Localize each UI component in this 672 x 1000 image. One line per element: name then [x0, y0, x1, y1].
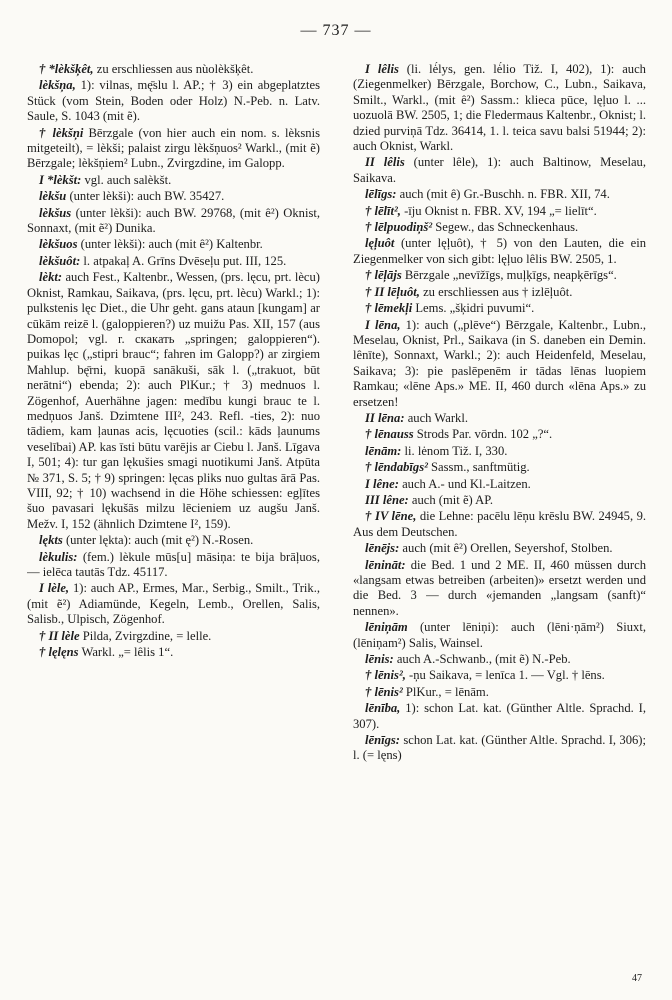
entry-headword: lèkt: — [39, 270, 63, 285]
entry-headword: † *lèkšķêt, — [39, 62, 94, 76]
entry-text: 1): auch („plēve“) Bērzgale, Kaltenbr., Lubn., Meselau, Oknist, Prl., Saikava (in S. daneben ein Demin. lênīte), Sonnaxt, Warkl.; 2): auch Heidenfeld, Meselau, Saikava; 3): pie paslēpenēm ir tādas lēnas luopiem Ramkau; «lēne Aps.» ME. II, 460 durch «lēna Aps.» zu ersetzen! — [353, 317, 646, 409]
entry-headword: † lēlpuodiņš² — [365, 220, 433, 235]
entry-text: (unter lękta): auch (mit ę²) N.-Rosen. — [62, 533, 254, 548]
dictionary-entry — [27, 629, 320, 644]
entry-text: (unter lęļuôt), † 5) von den Lauten, die ein Ziegenmelker von sich gibt: lęļuo lêlis BW. 2505, 1. — [353, 236, 646, 266]
dictionary-entry — [27, 581, 320, 627]
entry-headword: † lèkšņi — [39, 125, 84, 140]
entry-text: zu erschliessen aus nùolèkšķêt. — [93, 62, 254, 76]
entry-headword: lèkšuôt: — [39, 253, 81, 268]
entry-headword: † II lèle — [39, 628, 80, 643]
entry-text: vgl. auch salèkšt. — [81, 172, 172, 187]
dictionary-entry — [353, 477, 646, 492]
entry-headword: II lêlis — [365, 155, 405, 170]
dictionary-entry — [353, 301, 646, 316]
entry-text: Warkl. „= lêlis 1“. — [78, 645, 174, 660]
entry-text: die Bed. 1 und 2 ME. II, 460 müssen durch «langsam etwas betreiben (arbeiten)» ersetzt werden und die Bed. 3 — durch «jemanden „langsam (sanft)“ nennen». — [353, 557, 646, 618]
dictionary-entry — [27, 550, 320, 581]
dictionary-entry — [27, 126, 320, 172]
entry-headword: † lēndabīgs² — [365, 460, 428, 475]
entry-text: auch (mit ẽ) AP. — [408, 492, 494, 507]
dictionary-entry — [27, 237, 320, 252]
dictionary-entry — [353, 652, 646, 667]
entry-text: -īju Oknist n. FBR. XV, 194 „= lielīt“. — [400, 203, 597, 218]
dictionary-entry — [27, 173, 320, 188]
entry-text: Segew., das Schneckenhaus. — [432, 220, 579, 235]
dictionary-entry — [27, 78, 320, 124]
entry-text: auch A.- und Kl.-Laitzen. — [398, 476, 531, 491]
entry-headword: III lêne: — [365, 492, 409, 507]
dictionary-entry — [27, 189, 320, 204]
entry-headword: lęļuôt — [365, 236, 395, 251]
entry-text: Lems. „šķidri puvumi“. — [412, 301, 535, 316]
dictionary-entry — [353, 411, 646, 426]
entry-headword: lēnināt: — [365, 557, 406, 572]
dictionary-entry — [353, 220, 646, 235]
entry-headword: lēnām: — [365, 443, 402, 458]
dictionary-entry — [27, 206, 320, 237]
dictionary-entry — [353, 444, 646, 459]
entry-headword: lèkšuos — [39, 237, 78, 252]
dictionary-entry — [27, 270, 320, 532]
dictionary-entry — [353, 733, 646, 764]
entry-headword: I lèle, — [39, 581, 70, 596]
dictionary-entry — [353, 701, 646, 732]
entry-text: li. lėnom Tiž. I, 330. — [401, 443, 508, 458]
entry-text: Sassm., sanftmütig. — [427, 460, 530, 475]
dictionary-entry — [353, 493, 646, 508]
entry-text: auch Fest., Kaltenbr., Wessen, (prs. lęcu, prt. lècu) Oknist, Ramkau, Saikava, (prs. lęcu, prt. lècu) Warkl.; 1): pulkstenis lęc Diet., die Uhr geht. gans ataun [kungam] ar cūkām reizē l. (galoppieren?) uz muižu Pas. XII, 157 (aus Domopol; vgl. r. скакать „springen; galoppieren“). puikas lęc („stipri brauc“; fahren im Galopp?) ar zirgiem Mahlup. bę̄rni, kuopā sanākuši, sāk l. („trakuot, būt nerātni“) ebenda; 2): auch PlKur.; † 3) mednuos l. Zögenhof, Auerhähne jagen: medību kungi brauc te l. medņuos Janš. Dzimtene III², 243. Refl. -ties, 2): nuo tādiem, kam ļaunas acis, lęcuoties (scil.: kāds ļaunums veselībai) AP. kas īsti būtu varējis ar Ciebu l. Janš. Līgava I, 501; 4): tur gan lękušies smagi nuotikumi Janš. Atpūta № 371, S. 5; † 9) springen: lęcas pliks nuo gultas ārā Pas. VIII, 92; † 10) wachsend in die Höhe schiessen: egļītes šuo pavasari lękušās milzu lēcieniem uz augšu Janš. Mežv. I, 152 (ähnlich Dzimtene I², 159). — [27, 270, 320, 531]
entry-headword: † lēļājs — [365, 268, 402, 283]
dictionary-entry — [353, 204, 646, 219]
entry-text: die Lehne: pacēlu lēņu krēslu BW. 24945, 9. Aus dem Deutschen. — [353, 509, 646, 539]
dictionary-entry — [353, 460, 646, 475]
dictionary-entry — [353, 236, 646, 267]
entry-headword: I lêne: — [365, 476, 399, 491]
entry-text: Pilda, Zvirgzdine, = lelle. — [79, 628, 212, 643]
entry-text: auch (mit ê) Gr.-Buschh. n. FBR. XII, 74. — [396, 187, 610, 202]
entry-text: l. atpakaļ A. Grīns Dvēseļu put. III, 125. — [80, 253, 287, 268]
signature-mark: 47 — [632, 973, 642, 984]
entry-text: schon Lat. kat. (Günther Altle. Sprachd. I, 306); l. (= lęns) — [353, 733, 646, 763]
entry-text: (unter lèkši): auch BW. 29768, (mit ê²) Oknist, Sonnaxt, (mit ẽ²) Dunika. — [27, 205, 320, 236]
entry-headword: † IV lēne, — [365, 509, 417, 524]
entry-headword: † lēmekļi — [365, 301, 413, 316]
entry-headword: lēnīgs: — [365, 733, 400, 748]
dictionary-entry — [353, 155, 646, 186]
dictionary-entry — [353, 62, 646, 154]
entry-headword: † lēlīt², — [365, 203, 401, 218]
entry-text: (unter lêle), 1): auch Baltinow, Meselau, Saikava. — [353, 155, 646, 185]
dictionary-entry — [27, 533, 320, 548]
entry-headword: II lēna: — [365, 410, 405, 425]
entry-headword: † II lēļuôt, — [365, 284, 420, 299]
entry-headword: lèkšus — [39, 205, 72, 220]
dictionary-entry — [353, 620, 646, 651]
entry-text: (li. lė́lys, gen. lė́lio Tiž. I, 402), 1): auch (Ziegenmelker) Bērzgale, Borchow, C., Lubn., Saikava, Smilt., Warkl., (mit ê²) Sassm.: klieca pūce, lęļuo l. ... uozuolā BW. 2505, 1; die Fledermaus Kaltenbr., Oknist; l. dzied purviņā Tdz. 36414, 1. l. teica savu balsi 51944; 2): auch Oknist, Warkl. — [353, 62, 646, 154]
dictionary-entry — [353, 685, 646, 700]
entry-headword: lēlīgs: — [365, 187, 397, 202]
entry-text: Bērzgale (von hier auch ein nom. s. lèksnis mitgeteilt), = lèkši; palaist zirgu lèkšņuos² Warkl., (mit ẽ) Bērzgale; lèkšņiem² Lubn., Zvirgzdine, im Galopp. — [27, 125, 320, 171]
page-number: — 737 — — [300, 22, 372, 39]
entry-headword: lèkulis: — [39, 549, 78, 564]
entry-headword: lēnība, — [365, 701, 401, 716]
entry-text: 1): schon Lat. kat. (Günther Altle. Sprachd. I, 307). — [353, 701, 646, 731]
entry-text: PlKur., = lēnām. — [402, 684, 489, 699]
entry-text: (unter lēniņi): auch (lēni·ņām²) Siuxt, (lēniņam²) Salis, Wainsel. — [353, 620, 646, 650]
entry-text: auch Warkl. — [404, 410, 468, 425]
dictionary-entry — [353, 558, 646, 620]
dictionary-entry — [353, 268, 646, 283]
entry-text: -ņu Saikava, = lenīca 1. — Vgl. † lēns. — [405, 668, 605, 683]
entry-text: (unter lèkši): auch (mit ê²) Kaltenbr. — [77, 237, 263, 252]
dictionary-entry — [353, 509, 646, 540]
dictionary-entry — [27, 62, 320, 77]
left-column — [27, 62, 320, 980]
entry-headword: lēniņām — [365, 620, 408, 635]
entry-headword: I lēna, — [365, 317, 401, 332]
dictionary-entry — [353, 285, 646, 300]
entry-headword: lèkšņa, — [39, 78, 76, 93]
entry-text: (unter lèkši): auch BW. 35427. — [66, 189, 225, 204]
entry-headword: lēnējs: — [365, 541, 400, 556]
entry-text: 1): auch AP., Ermes, Mar., Serbig., Smilt., Trik., (mit ẽ²) Adiamünde, Kegeln, Lemb., Orellen, Salis, Salisb., Ulpisch, Zögenhof. — [27, 581, 320, 627]
right-column — [353, 62, 646, 980]
dictionary-entry — [27, 254, 320, 269]
entry-text: Strods Par. vōrdn. 102 „?“. — [413, 427, 553, 442]
dictionary-entry — [353, 427, 646, 442]
entry-headword: lēnis: — [365, 652, 394, 667]
dictionary-entry — [353, 318, 646, 410]
entry-text: auch A.-Schwanb., (mit ẽ) N.-Peb. — [393, 652, 571, 667]
entry-headword: I *lèkšt: — [39, 172, 82, 187]
dictionary-entry — [353, 668, 646, 683]
entry-headword: † lēnis², — [365, 668, 406, 683]
entry-text: 1): vilnas, mę̄slu l. AP.; † 3) ein abgeplatztes Stück (vom Stein, Boden oder Holz) N.-Peb. n. Latv. Saule, S. 1043 (mit ẽ). — [27, 78, 320, 124]
entry-text: (fem.) lèkule mūs[u] māsiņa: te bija brāļuos, — ielēca tautās Tdz. 45117. — [27, 549, 320, 579]
entry-headword: lękts — [39, 533, 63, 548]
entry-text: Bērzgale „nevīžīgs, muļķīgs, neapķērīgs“. — [401, 268, 617, 283]
entry-headword: † lēnis² — [365, 684, 403, 699]
dictionary-entry — [353, 541, 646, 556]
entry-headword: lèkšu — [39, 189, 67, 204]
entry-headword: † lēnauss — [365, 427, 414, 442]
dictionary-entry — [353, 187, 646, 202]
entry-text: auch (mit ê²) Orellen, Seyershof, Stolben. — [399, 541, 613, 556]
entry-headword: † lęlęns — [39, 645, 79, 660]
entry-headword: I lêlis — [365, 62, 399, 76]
entry-text: zu erschliessen aus † izlēļuôt. — [419, 284, 573, 299]
dictionary-entry — [27, 645, 320, 660]
